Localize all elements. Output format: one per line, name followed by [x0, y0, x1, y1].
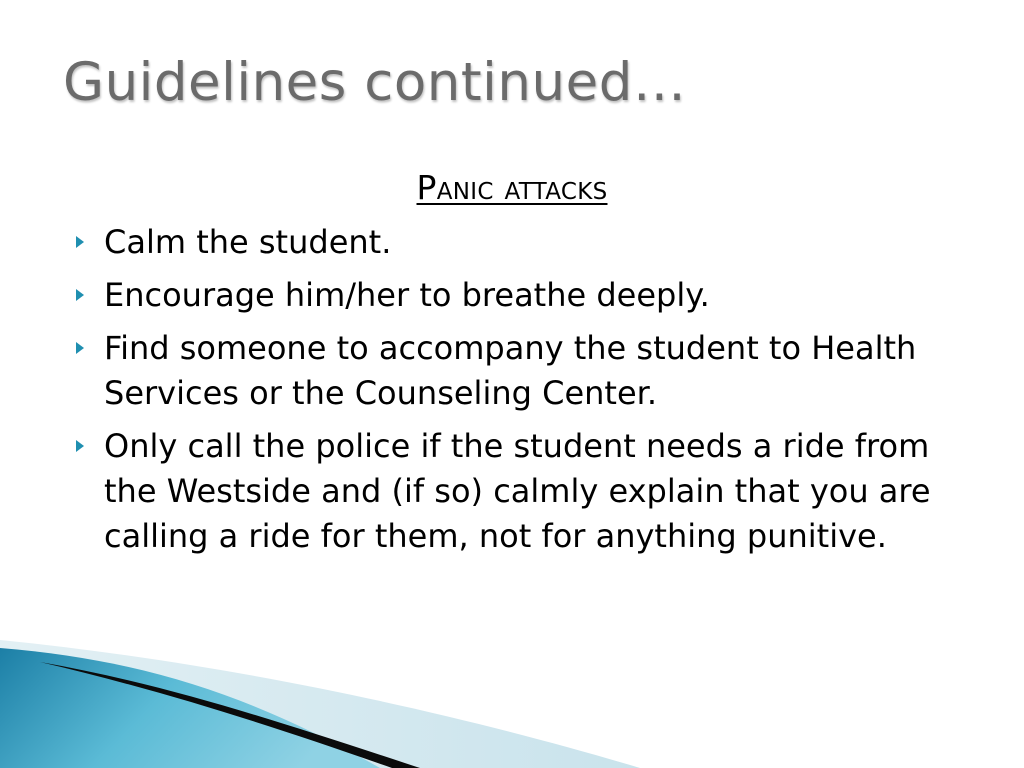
bullet-text: Find someone to accompany the student to Health Services or the Counseling Center. — [104, 329, 917, 412]
triangle-bullet-icon — [76, 440, 84, 452]
bullet-text: Encourage him/her to breathe deeply. — [104, 276, 710, 314]
bullet-item — [76, 220, 976, 265]
bullet-list — [76, 220, 976, 567]
bullet-item — [76, 326, 976, 416]
triangle-bullet-icon — [76, 342, 84, 354]
bullet-item — [76, 424, 976, 559]
triangle-bullet-icon — [76, 289, 84, 301]
bullet-item — [76, 273, 976, 318]
bullet-text: Only call the police if the student needs a ride from the Westside and (if so) calmly explain that you are calling a ride for them, not for anything punitive. — [104, 427, 931, 555]
bullet-text: Calm the student. — [104, 223, 392, 261]
subtitle-container — [0, 168, 1024, 207]
slide-title: Guidelines continued… — [63, 52, 687, 113]
triangle-bullet-icon — [76, 236, 84, 248]
slide-subtitle: Panic attacks — [416, 168, 608, 207]
